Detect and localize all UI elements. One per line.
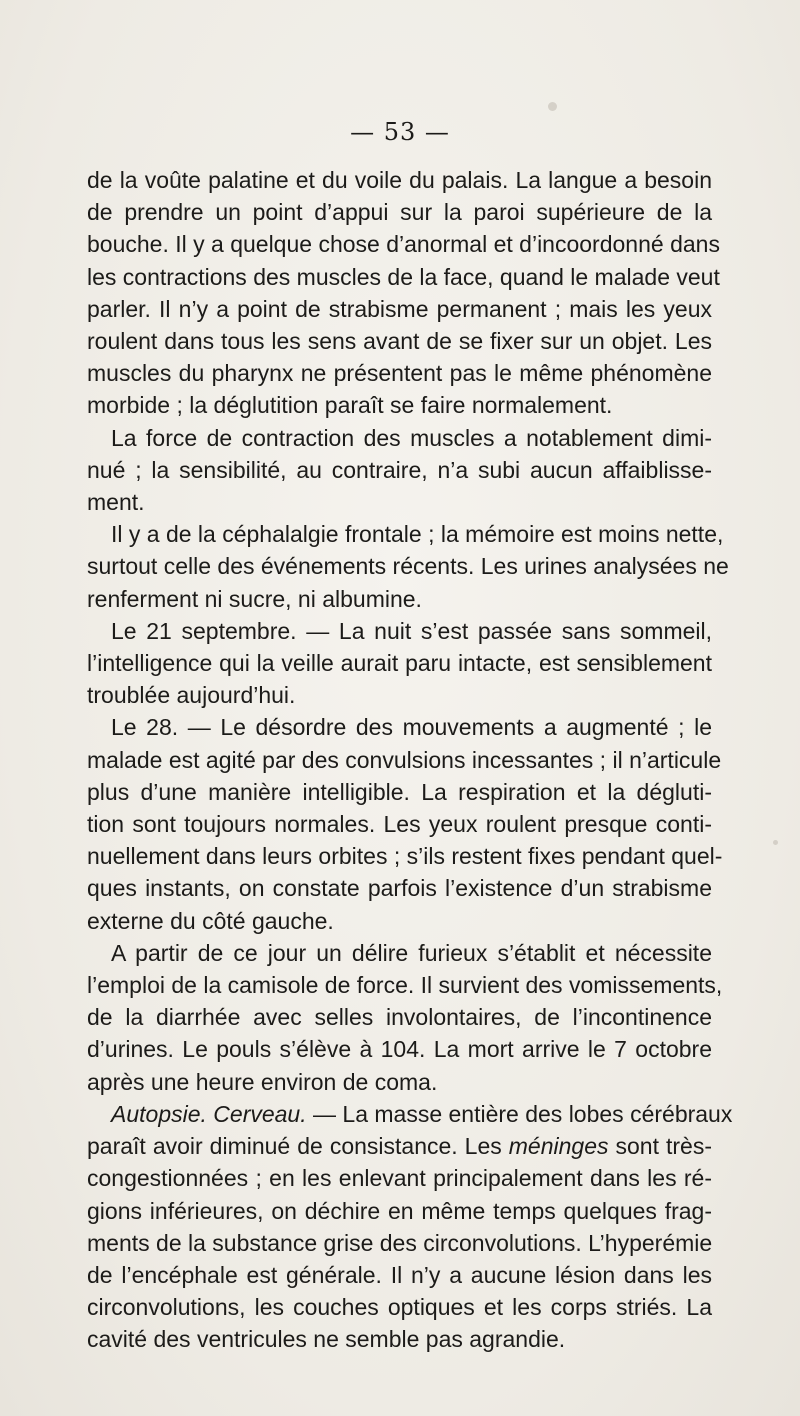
text-line: circonvolutions, les couches optiques et les corps striés. La	[87, 1294, 712, 1321]
text-line: de prendre un point d’appui sur la paroi supérieure de la	[87, 199, 712, 226]
text-line: de la diarrhée avec selles involontaires, de l’incontinence	[87, 1004, 712, 1031]
text-line	[87, 1130, 712, 1162]
text-line: cavité des ventricules ne semble pas agrandie.	[87, 1326, 566, 1353]
text-line: après une heure environ de coma.	[87, 1068, 438, 1095]
body-text	[87, 164, 733, 1356]
text-line: surtout celle des événements récents. Les urines analysées ne	[87, 553, 729, 580]
text-line: gions inférieures, on déchire en même temps quelques frag-	[87, 1197, 712, 1224]
text-line: d’urines. Le pouls s’élève à 104. La mort arrive le 7 octobre	[87, 1036, 712, 1063]
text-line: l’emploi de la camisole de force. Il survient des vomissements,	[87, 972, 723, 999]
text-line: externe du côté gauche.	[87, 907, 334, 934]
text-line: renferment ni sucre, ni albumine.	[87, 585, 422, 612]
text-segment: sont très-	[608, 1133, 712, 1160]
text-line: congestionnées ; en les enlevant principalement dans les ré-	[87, 1165, 712, 1192]
text-line: muscles du pharynx ne présentent pas le même phénomène	[87, 360, 712, 387]
text-segment: paraît avoir diminué de consistance. Les	[87, 1133, 509, 1160]
paper-spot	[548, 102, 557, 111]
text-line: plus d’une manière intelligible. La respiration et la dégluti-	[87, 778, 712, 805]
text-line: malade est agité par des convulsions incessantes ; il n’articule	[87, 746, 722, 773]
text-line	[87, 1098, 733, 1130]
text-line: morbide ; la déglutition paraît se faire normalement.	[87, 392, 613, 419]
paragraph-7	[87, 1098, 733, 1356]
text-line: ques instants, on constate parfois l’existence d’un strabisme	[87, 875, 712, 902]
text-line: l’intelligence qui la veille aurait paru intacte, est sensiblement	[87, 650, 712, 677]
text-line: de la voûte palatine et du voile du palais. La langue a besoin	[87, 167, 712, 193]
meninges-term: méninges	[508, 1133, 609, 1160]
text-line: A partir de ce jour un délire furieux s’établit et nécessite	[111, 939, 712, 966]
text-line: nué ; la sensibilité, au contraire, n’a subi aucun affaiblisse-	[87, 456, 712, 483]
text-line: parler. Il n’y a point de strabisme permanent ; mais les yeux	[87, 295, 712, 322]
page-number: — 53 —	[350, 118, 450, 146]
autopsie-heading: Autopsie. Cerveau.	[111, 1100, 307, 1127]
paragraph-2	[87, 422, 712, 519]
paragraph-3	[87, 518, 729, 615]
paper-spot	[773, 840, 778, 845]
text-line: les contractions des muscles de la face, quand le malade veut	[87, 263, 720, 290]
text-line: tion sont toujours normales. Les yeux roulent presque conti-	[87, 811, 712, 838]
text-line: Le 21 septembre. — La nuit s’est passée sans sommeil,	[111, 617, 712, 644]
text-line: bouche. Il y a quelque chose d’anormal et d’incoordonné dans	[87, 231, 720, 258]
text-line: ment.	[87, 489, 145, 516]
text-line: troublée aujourd’hui.	[87, 682, 296, 709]
text-line: de l’encéphale est générale. Il n’y a aucune lésion dans les	[87, 1261, 712, 1288]
text-line: Il y a de la céphalalgie frontale ; la mémoire est moins nette,	[111, 521, 724, 548]
paragraph-5	[87, 711, 723, 936]
paragraph-4	[87, 615, 712, 712]
text-line: nuellement dans leurs orbites ; s’ils restent fixes pendant quel-	[87, 843, 723, 870]
text-segment: — La masse entière des lobes cérébraux	[306, 1100, 733, 1127]
text-line: roulent dans tous les sens avant de se fixer sur un objet. Les	[87, 328, 712, 355]
text-line: ments de la substance grise des circonvolutions. L’hyperémie	[87, 1229, 713, 1256]
text-line: Le 28. — Le désordre des mouvements a augmenté ; le	[111, 714, 712, 741]
paragraph-1	[87, 164, 720, 422]
paragraph-6	[87, 937, 723, 1098]
text-line: La force de contraction des muscles a notablement dimi-	[111, 424, 712, 451]
